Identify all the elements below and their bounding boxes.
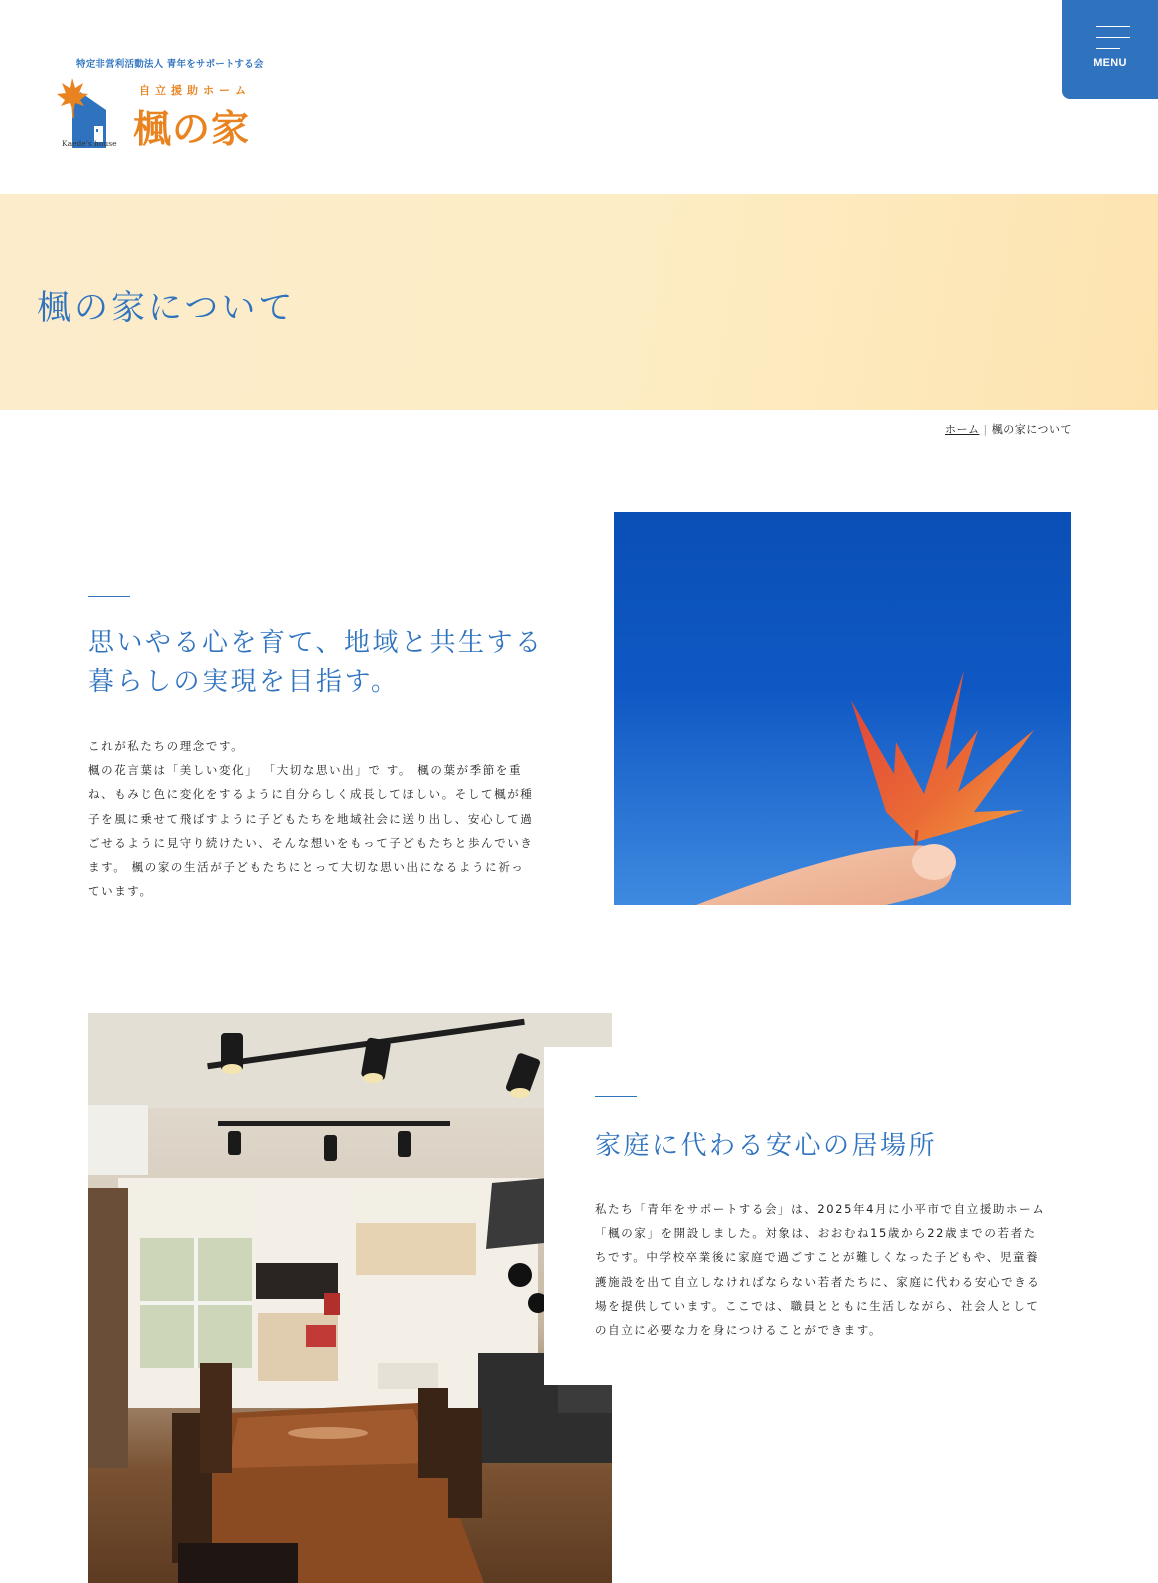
philosophy-line: ます。 楓の家の生活が子どもたちにとって大切な思い出になるように祈っ (88, 860, 525, 875)
home-line: 護施設を出て自立しなければならない若者たちに、家庭に代わる安心できる (595, 1274, 1041, 1289)
breadcrumb-current: 楓の家について (991, 423, 1072, 436)
breadcrumb (945, 421, 1072, 437)
philosophy-line: ね、もみじ色に変化をするように自分らしく成長してほしい。そして楓が種 (88, 787, 534, 802)
section-rule (88, 596, 130, 597)
photo-corner-mask (546, 512, 614, 546)
dining-room-image (88, 1013, 612, 1583)
dining-room-photo (88, 1013, 612, 1583)
philosophy-line: ています。 (88, 884, 153, 899)
home-line: 「楓の家」を開設しました。対象は、おおむね15歳から22歳までの若者た (595, 1226, 1037, 1241)
logo-organization-name: 特定非営利活動法人 青年をサポートする会 (76, 59, 264, 70)
logo-english-name: Kaede's house (62, 139, 117, 148)
home-heading: 家庭に代わる安心の居場所 (595, 1131, 938, 1161)
home-line: 私たち「青年をサポートする会」は、2025年4月に小平市で自立援助ホーム (595, 1202, 1046, 1216)
philosophy-body (88, 734, 564, 903)
site-logo[interactable] (50, 56, 270, 152)
breadcrumb-home-link[interactable]: ホーム (945, 423, 980, 436)
menu-label: MENU (1093, 57, 1127, 69)
philosophy-heading (88, 624, 543, 702)
home-body (595, 1197, 1071, 1342)
philosophy-line: 楓の花言葉は「美しい変化」 「大切な思い出」で す。 楓の葉が季節を重 (88, 763, 523, 778)
section-rule (595, 1096, 637, 1097)
hamburger-menu-icon (1096, 26, 1130, 59)
philosophy-heading-line2: 暮らしの実現を目指す。 (88, 667, 400, 697)
page-title: 楓の家について (37, 288, 296, 328)
philosophy-line: 子を風に乗せて飛ばすように子どもたちを地域社会に送り出し、安心して過 (88, 811, 534, 826)
home-line: ちです。中学校卒業後に家庭で過ごすことが難しくなった子どもや、児童養 (595, 1250, 1040, 1265)
menu-button[interactable] (1062, 0, 1158, 99)
maple-leaf-sky-photo (546, 512, 1071, 905)
home-line: 場を提供しています。ここでは、職員とともに生活しながら、社会人として (595, 1298, 1040, 1313)
breadcrumb-separator: | (983, 423, 988, 436)
site-header (0, 0, 1158, 194)
home-line: の自立に必要な力を身につけることができます。 (595, 1323, 883, 1338)
philosophy-heading-line1: 思いやる心を育て、地域と共生する (88, 628, 544, 658)
maple-leaf-image (546, 512, 1071, 905)
page-hero (0, 194, 1158, 410)
philosophy-line: これが私たちの理念です。 (88, 739, 245, 753)
logo-name: 楓の家 (133, 106, 251, 151)
logo-subtitle: 自立援助ホーム (139, 84, 251, 97)
philosophy-line: ごせるように見守り続けたい、そんな想いをもって子どもたちと歩んでいき (88, 835, 534, 850)
